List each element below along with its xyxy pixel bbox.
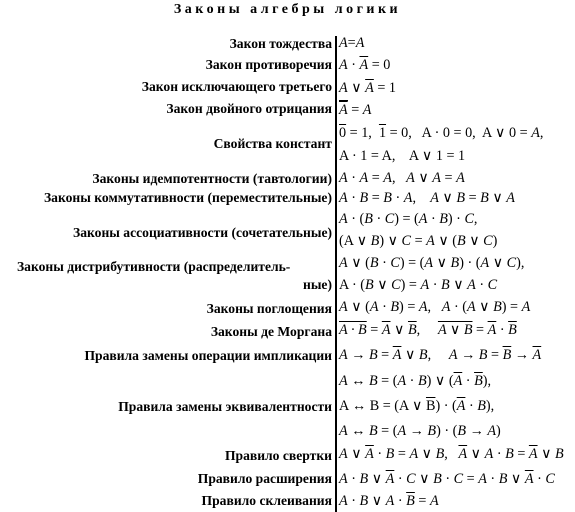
law-formula: A ∨ $\overline{A} = 1$	[339, 80, 397, 96]
law-name: Законы поглощения	[206, 301, 332, 316]
law-formula: A ↔ B = (A · B) ∨ $(\overline{A} \cdot \overline{B})$,	[339, 373, 492, 389]
law-name: Законы коммутативности (переместительные)	[43, 190, 332, 205]
law-name: Правила замены эквивалентности	[118, 399, 332, 414]
law-formula: A · 1 = A, A ∨ 1 = 1	[339, 148, 466, 164]
law-formula: $\overline{A} = A$	[339, 102, 372, 118]
law-formula: A · B ∨ $\overline{A} \cdot C$ ∨ B · C = A · B ∨ $\overline{A} \cdot C$	[339, 471, 555, 487]
law-formula: A ↔ B = (A → B) · (B → A)	[339, 423, 501, 439]
law-formula: $A \cdot \overline{A} = 0$	[339, 57, 391, 73]
law-name: Правило расширения	[197, 471, 332, 486]
law-name: Правило склеивания	[201, 493, 332, 508]
law-formula: A · B ∨ $A \cdot \overline{B} = A$	[339, 493, 439, 509]
law-formula: A ↔ B = (A ∨ $\overline{B}) \cdot (\overline{A} \cdot B)$,	[339, 398, 495, 414]
law-formula: A=A	[339, 35, 365, 51]
law-formula: 0 = 1, 1 = 0, A · 0 = 0, A ∨ 0 = A,	[339, 125, 544, 141]
law-name: Законы де Моргана	[210, 324, 332, 339]
law-name: Законы ассоциативности (сочетательные)	[73, 225, 332, 240]
law-formula: A · (B ∨ C) = A · B ∨ A · C	[339, 277, 498, 293]
law-formula: A · A = A, A ∨ A = A	[339, 170, 465, 186]
law-formula: A · B = B · A, A ∨ B = B ∨ A	[339, 190, 515, 206]
law-formula: A ∨ (B · C) = (A ∨ B) · (A ∨ C),	[339, 255, 525, 271]
law-name: ные)	[302, 277, 332, 292]
law-name: Закон противоречия	[205, 57, 332, 72]
law-name: Законы дистрибутивности (распределитель-	[17, 259, 291, 274]
law-formula: A ∨ (A · B) = A, A · (A ∨ B) = A	[339, 299, 531, 315]
law-formula: $A \cdot B = \overline{A}$ ∨ $\overline{B}$, A ∨ $B = \overline{A} \cdot \overline{B}$	[339, 322, 517, 338]
column-divider	[335, 36, 337, 512]
law-formula: $A \to B = \overline{A}$ ∨ B, $A \to B = \overline{B} \to \overline{A}$	[339, 347, 542, 363]
law-name: Правило свертки	[224, 448, 332, 463]
law-name: Свойства констант	[213, 136, 332, 151]
law-formula: A ∨ $\overline{A} \cdot B = A$ ∨ B, $\overline{A}$ ∨ $A \cdot B = \overline{A}$ ∨ B	[339, 446, 564, 462]
law-name: Закон двойного отрицания	[166, 101, 332, 116]
law-name: Закон тождества	[229, 36, 332, 51]
law-formula: A · (B · C) = (A · B) · C,	[339, 211, 478, 227]
law-name: Закон исключающего третьего	[141, 79, 332, 94]
law-name: Правила замены операции импликации	[84, 348, 332, 363]
law-name: Законы идемпотентности (тавтологии)	[92, 171, 332, 186]
page-title: Законы алгебры логики	[173, 2, 402, 17]
law-formula: (A ∨ B) ∨ C = A ∨ (B ∨ C)	[339, 233, 498, 249]
